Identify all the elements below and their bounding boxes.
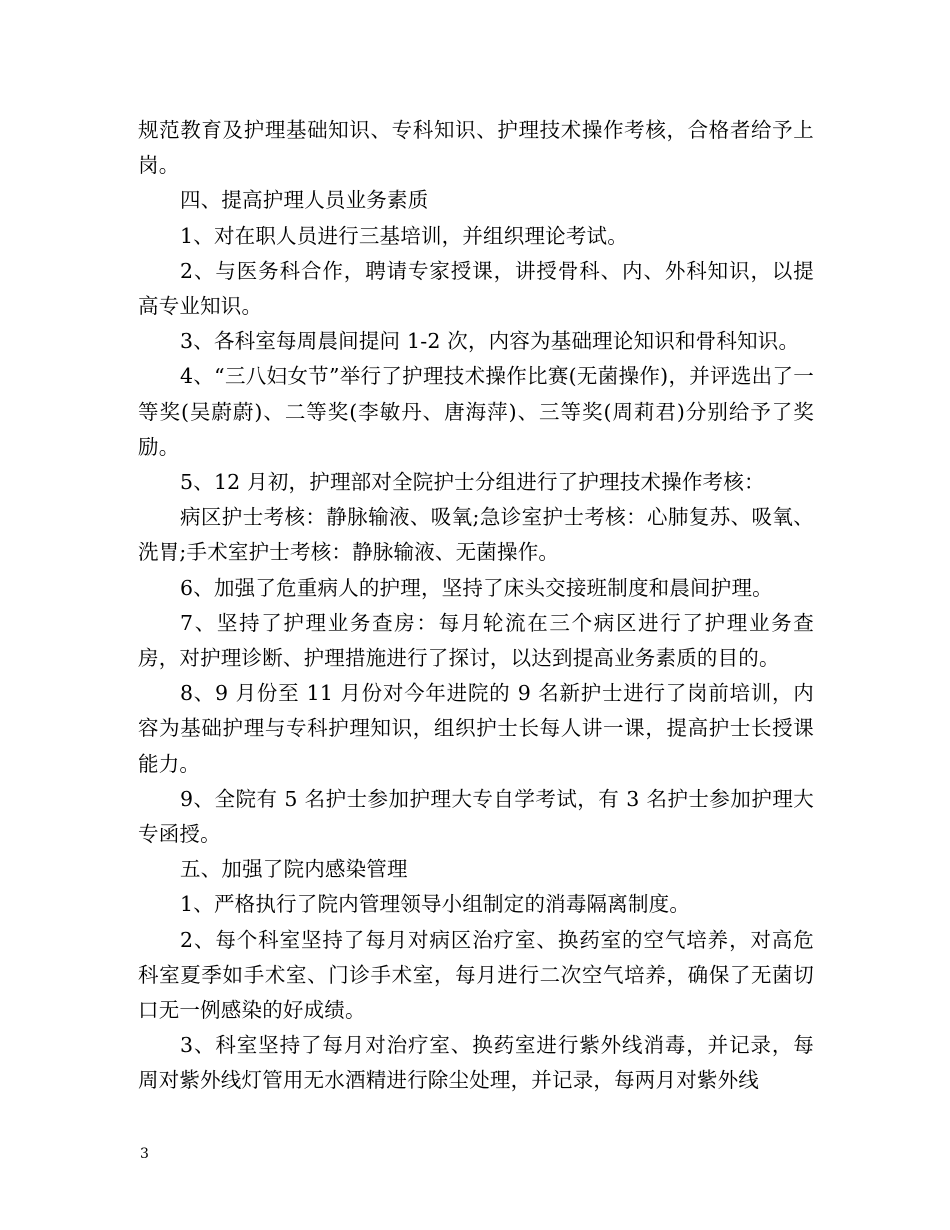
list-item: 9、全院有 5 名护士参加护理大专自学考试，有 3 名护士参加护理大专函授。 <box>138 786 814 847</box>
list-item: 1、对在职人员进行三基培训，并组织理论考试。 <box>180 223 628 248</box>
section-heading-4: 四、提高护理人员业务素质 <box>180 188 429 213</box>
list-item: 2、与医务科合作，聘请专家授课，讲授骨科、内、外科知识，以提高专业知识。 <box>138 258 814 319</box>
paragraph-continued: 规范教育及护理基础知识、专科知识、护理技术操作考核，合格者给予上岗。 <box>138 118 814 178</box>
list-item: 1、严格执行了院内管理领导小组制定的消毒隔离制度。 <box>180 892 691 917</box>
section-heading-5: 五、加强了院内感染管理 <box>180 857 408 882</box>
list-item: 8、9 月份至 11 月份对今年进院的 9 名新护士进行了岗前培训，内容为基础护理与专科护理知识，组织护士长每人讲一课，提高护士长授课能力。 <box>138 681 814 776</box>
list-item: 2、每个科室坚持了每月对病区治疗室、换药室的空气培养，对高危科室夏季如手术室、门诊手术室，每月进行二次空气培养，确保了无菌切口无一例感染的好成绩。 <box>138 927 814 1023</box>
list-item: 6、加强了危重病人的护理，坚持了床头交接班制度和晨间护理。 <box>180 575 773 600</box>
list-item: 3、各科室每周晨间提问 1-2 次，内容为基础理论知识和骨科知识。 <box>180 329 800 354</box>
list-item: 3、科室坚持了每月对治疗室、换药室进行紫外线消毒，并记录，每周对紫外线灯管用无水酒精进行除尘处理，并记录，每两月对紫外线 <box>138 1033 814 1093</box>
list-item: 7、坚持了护理业务查房：每月轮流在三个病区进行了护理业务查房，对护理诊断、护理措施进行了探讨，以达到提高业务素质的目的。 <box>138 610 814 671</box>
page-number: 3 <box>140 1146 149 1162</box>
list-item: 4、“三八妇女节”举行了护理技术操作比赛(无菌操作)，并评选出了一等奖(吴蔚蔚)、二等奖(李敏丹、唐海萍)、三等奖(周莉君)分别给予了奖励。 <box>138 364 814 459</box>
paragraph: 病区护士考核：静脉输液、吸氧;急诊室护士考核：心肺复苏、吸氧、洗胃;手术室护士考核：静脉输液、无菌操作。 <box>138 505 814 565</box>
list-item: 5、12 月初，护理部对全院护士分组进行了护理技术操作考核： <box>180 470 765 495</box>
document-body <box>138 113 814 1099</box>
